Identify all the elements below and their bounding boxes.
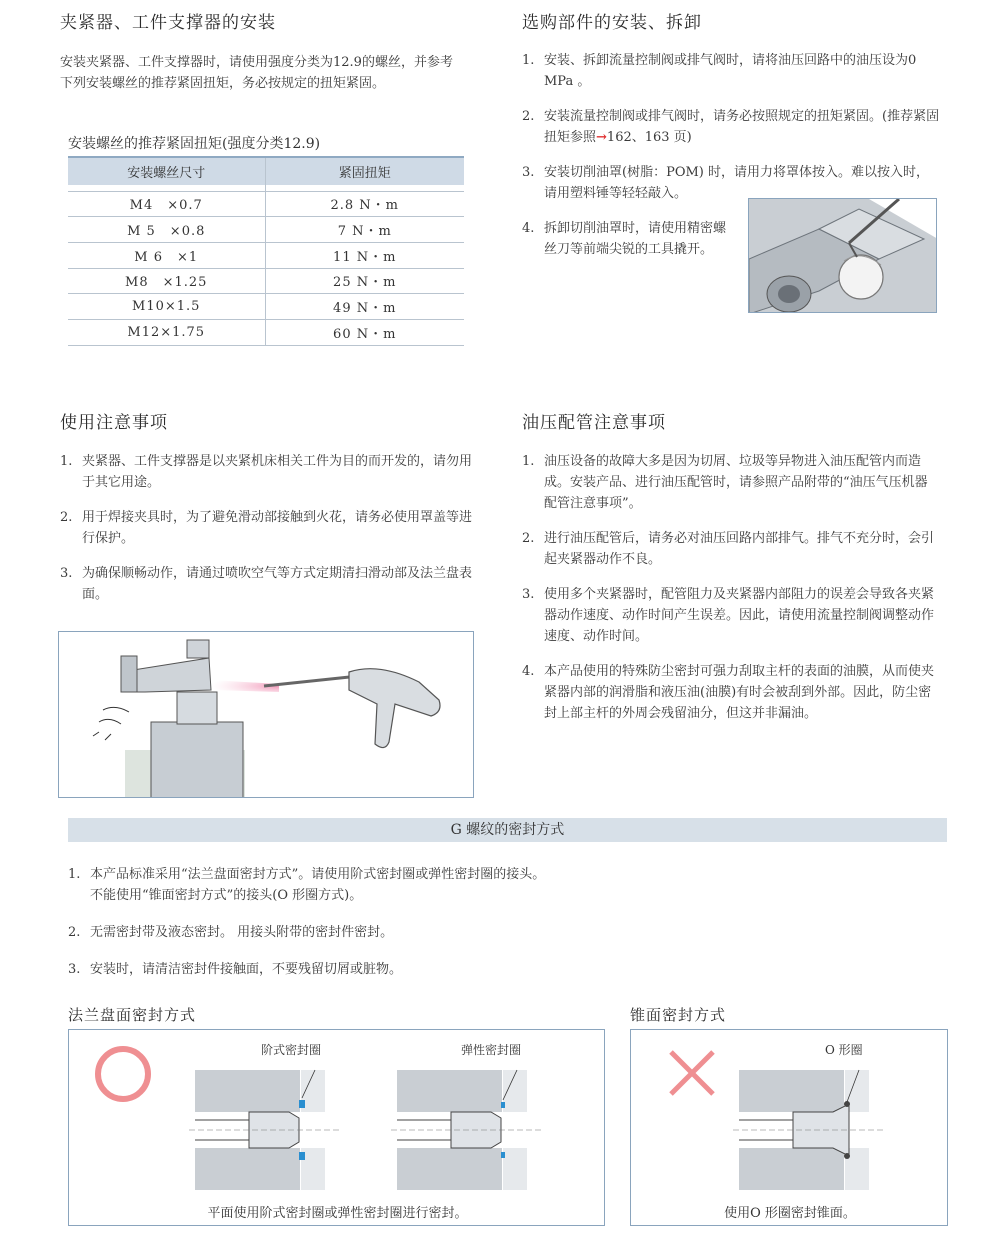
ok-circle-icon <box>91 1042 155 1106</box>
cone-seal-title: 锥面密封方式 <box>630 1006 727 1024</box>
item-text: 用于焊接夹具时，为了避免滑动部接触到火花，请务必使用罩盖等进行保护。 <box>82 510 473 546</box>
item-number: 4. <box>522 221 535 236</box>
paragraph-line: 安装夹紧器、工件支撑器时，请使用强度分类为12.9的螺丝，并参考 <box>60 55 453 70</box>
o-ring-label: O 形圈 <box>825 1043 863 1057</box>
torque-cell: 11 N・m <box>265 242 464 268</box>
list-item <box>522 106 940 148</box>
item-number: 1. <box>68 867 81 882</box>
item-number: 4. <box>522 664 535 679</box>
precautions-list <box>60 451 478 619</box>
size-cell: M 6 ×1 <box>68 242 265 268</box>
table-row <box>68 268 464 294</box>
section-title-piping-precautions: 油压配管注意事项 <box>522 413 666 433</box>
item-text: 进行油压配管后，请务必对油压回路内部排气。排气不充分时，会引起夹紧器动作不良。 <box>544 531 935 567</box>
list-item <box>522 50 940 92</box>
torque-table-caption: 安装螺丝的推荐紧固扭矩(强度分类12.9) <box>68 136 321 152</box>
torque-cell: 7 N・m <box>265 217 464 243</box>
item-text: 为确保顺畅动作，请通过喷吹空气等方式定期清扫滑动部及法兰盘表面。 <box>82 566 473 602</box>
list-item <box>68 922 938 943</box>
torque-cell: 60 N・m <box>265 319 464 345</box>
torque-cell: 2.8 N・m <box>265 191 464 217</box>
section-title-options: 选购部件的安装、拆卸 <box>522 13 702 33</box>
cover-removal-drawing <box>749 199 937 313</box>
item-text: 不能使用“锥面密封方式”的接头(O 形圈方式)。 <box>90 888 363 903</box>
size-cell: M4 ×0.7 <box>68 191 265 217</box>
table-header-size: 安装螺丝尺寸 <box>68 157 265 185</box>
item-text: 无需密封带及液态密封。 用接头附带的密封件密封。 <box>90 925 394 940</box>
item-number: 1. <box>60 454 73 469</box>
item-text: 油压设备的故障大多是因为切屑、垃圾等异物进入油压配管内而造成。安装产品、进行油压配管时，请参照产品附带的“油压气压机器配管注意事项”。 <box>544 454 928 511</box>
list-item <box>60 563 478 605</box>
list-item <box>60 507 478 549</box>
list-item <box>522 661 940 724</box>
item-text: 安装切削油罩(树脂：POM) 时，请用力将罩体按入。难以按入时，请用塑料锤等轻轻敲入。 <box>544 165 929 201</box>
item-text: 安装、拆卸流量控制阀或排气阀时，请将油压回路中的油压设为0 MPa 。 <box>544 53 917 89</box>
list-item <box>68 864 938 906</box>
clamp-installation-paragraph <box>60 52 490 94</box>
air-blow-illustration <box>58 631 474 798</box>
cone-seal-box <box>630 1029 948 1226</box>
step-seal-drawing <box>189 1060 339 1200</box>
flange-seal-caption: 平面使用阶式密封圈或弹性密封圈进行密封。 <box>207 1206 468 1221</box>
item-text: 使用多个夹紧器时，配管阻力及夹紧器内部阻力的误差会导致各夹紧器动作速度、动作时间产生误差。因此，请使用流量控制阀调整动作速度、动作时间。 <box>544 587 935 644</box>
item-number: 3. <box>522 165 535 180</box>
list-item <box>60 451 478 493</box>
section-title-clamp-installation: 夹紧器、工件支撑器的安装 <box>60 13 276 33</box>
item-text: 安装流量控制阀或排气阀时，请务必按照规定的扭矩紧固。(推荐紧固扭矩参照 <box>544 109 940 145</box>
list-item <box>522 218 730 260</box>
list-item <box>522 584 940 647</box>
item-number: 3. <box>68 962 81 977</box>
cone-seal-caption: 使用O 形圈密封锥面。 <box>724 1206 856 1221</box>
item-number: 2. <box>522 531 535 546</box>
list-item <box>522 528 940 570</box>
table-row <box>68 217 464 243</box>
o-ring-drawing <box>733 1060 883 1200</box>
list-item <box>68 959 938 980</box>
item-number: 3. <box>60 566 73 581</box>
cover-removal-illustration <box>748 198 937 313</box>
item-number: 1. <box>522 454 535 469</box>
item-number: 3. <box>522 587 535 602</box>
elastic-seal-label: 弹性密封圈 <box>461 1043 522 1057</box>
item-number: 1. <box>522 53 535 68</box>
item-text: 夹紧器、工件支撑器是以夹紧机床相关工件为目的而开发的，请勿用于其它用途。 <box>82 454 473 490</box>
size-cell: M12×1.75 <box>68 319 265 345</box>
flange-seal-box <box>68 1029 605 1226</box>
torque-cell: 25 N・m <box>265 268 464 294</box>
g-thread-section-bar: G 螺纹的密封方式 <box>68 818 947 842</box>
size-cell: M 5 ×0.8 <box>68 217 265 243</box>
g-thread-list <box>68 864 938 994</box>
table-header-torque: 紧固扭矩 <box>265 157 464 185</box>
ng-cross-icon <box>665 1046 719 1100</box>
section-title-precautions: 使用注意事项 <box>60 413 168 433</box>
reference-arrow-icon: → <box>596 130 607 145</box>
step-seal-label: 阶式密封圈 <box>261 1043 322 1057</box>
size-cell: M10×1.5 <box>68 294 265 320</box>
size-cell: M8 ×1.25 <box>68 268 265 294</box>
item-number: 2. <box>68 925 81 940</box>
torque-cell: 49 N・m <box>265 294 464 320</box>
elastic-seal-drawing <box>391 1060 541 1200</box>
paragraph-line: 下列安装螺丝的推荐紧固扭矩，务必按规定的扭矩紧固。 <box>60 76 386 91</box>
table-row <box>68 242 464 268</box>
table-row <box>68 191 464 217</box>
item-text: 安装时，请清洁密封件接触面，不要残留切屑或脏物。 <box>90 962 403 977</box>
piping-precautions-list <box>522 451 940 738</box>
item-number: 2. <box>522 109 535 124</box>
item-text: 本产品标准采用“法兰盘面密封方式”。请使用阶式密封圈或弹性密封圈的接头。 <box>90 867 546 882</box>
item-text: 本产品使用的特殊防尘密封可强力刮取主杆的表面的油膜，从而使夹紧器内部的润滑脂和液压油(油膜)有时会被刮到外部。因此，防尘密封上部主杆的外周会残留油分，但这并非漏油。 <box>544 664 935 721</box>
item-text: 162、163 页) <box>606 130 692 145</box>
torque-table <box>68 156 464 346</box>
table-row <box>68 294 464 320</box>
item-number: 2. <box>60 510 73 525</box>
item-text: 拆卸切削油罩时，请使用精密螺丝刀等前端尖锐的工具撬开。 <box>544 221 727 257</box>
list-item <box>522 451 940 514</box>
air-blow-drawing <box>59 632 474 798</box>
flange-seal-title: 法兰盘面密封方式 <box>68 1006 197 1024</box>
table-row <box>68 319 464 345</box>
